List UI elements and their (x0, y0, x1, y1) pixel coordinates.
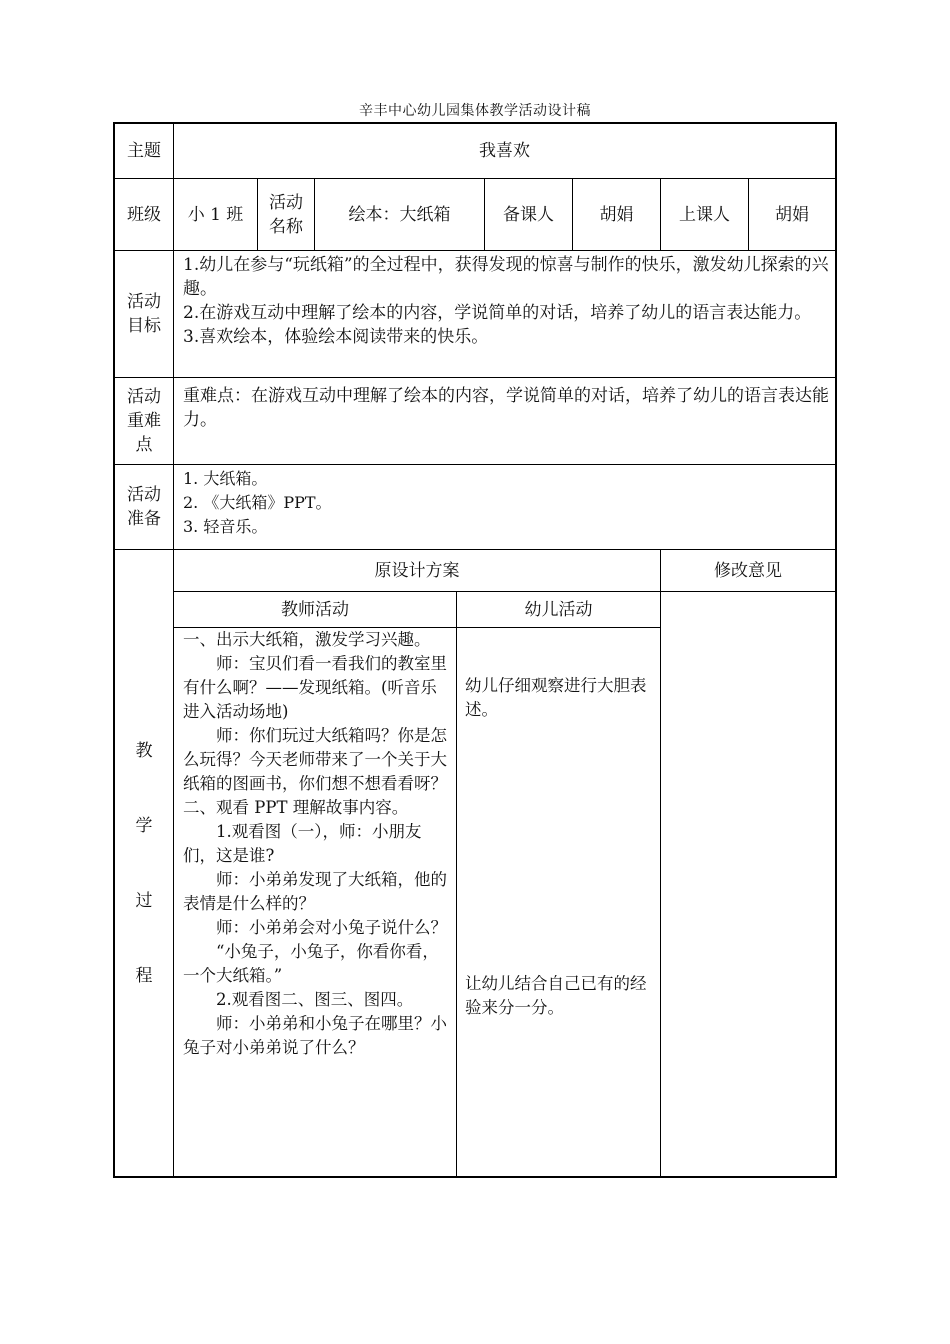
teacher-activity-content (183, 628, 451, 1060)
child-activity-header: 幼儿活动 (524, 599, 593, 620)
goal-item: 3.喜欢绘本，体验绘本阅读带来的快乐。 (183, 327, 489, 347)
revision-header: 修改意见 (714, 560, 782, 581)
preparer-label: 备课人 (503, 204, 554, 225)
preparer-value: 胡娟 (599, 204, 634, 225)
preparation-label: 活动 准备 (127, 485, 161, 529)
teacher-line: 师：你们玩过大纸箱吗？你是怎么玩得？今天老师带来了一个关于大纸箱的图画书，你们想不想看看呀？ (183, 726, 447, 793)
teacher-value: 胡娟 (775, 204, 809, 225)
teacher-line: 2.观看图二、图三、图四。 (216, 990, 414, 1009)
preparation-item: 1. 大纸箱。 (183, 469, 268, 488)
teacher-line: 师：小弟弟发现了大纸箱，他的表情是什么样的？ (183, 870, 447, 913)
class-value: 小 1 班 (187, 204, 244, 225)
activity-name-value: 绘本：大纸箱 (348, 204, 451, 225)
goal-item: 2.在游戏互动中理解了绘本的内容，学说简单的对话，培养了幼儿的语言表达能力。 (183, 303, 812, 323)
key-points-text: 重难点：在游戏互动中理解了绘本的内容，学说简单的对话，培养了幼儿的语言表达能力。 (183, 386, 829, 430)
child-activity-line: 幼儿仔细观察进行大胆表述。 (465, 676, 647, 719)
teacher-label: 上课人 (679, 204, 730, 225)
revision-notes-area (662, 592, 834, 1176)
child-activity-line: 让幼儿结合自己已有的经验来分一分。 (465, 974, 647, 1017)
goal-item: 1.幼儿在参与“玩纸箱”的全过程中，获得发现的惊喜与制作的快乐，激发幼儿探索的兴趣。 (183, 255, 829, 299)
teacher-line: 师：宝贝们看一看我们的教室里有什么啊？——发现纸箱。(听音乐进入活动场地) (183, 654, 447, 721)
preparation-list (183, 467, 823, 539)
teacher-line: 1.观看图（一），师：小朋友们，这是谁? (183, 822, 422, 865)
teacher-activity-header: 教师活动 (281, 599, 349, 620)
process-label: 教 学 过 程 (135, 741, 153, 986)
activity-name-label: 活动 名称 (269, 192, 303, 237)
teacher-line: 一、出示大纸箱，激发学习兴趣。 (183, 630, 431, 649)
preparation-item: 3. 轻音乐。 (183, 517, 268, 536)
page-title: 辛丰中心幼儿园集体教学活动设计稿 (359, 103, 591, 119)
preparation-item: 2. 《大纸箱》PPT。 (183, 493, 332, 512)
theme-label: 主题 (127, 141, 161, 161)
key-points-label: 活动 重难 点 (127, 387, 161, 455)
theme-value: 我喜欢 (479, 141, 530, 161)
teacher-line: 二、观看 PPT 理解故事内容。 (183, 798, 409, 817)
teacher-line: “小兔子，小兔子，你看你看，一个大纸箱。” (183, 942, 439, 985)
teacher-line: 师：小弟弟和小兔子在哪里？小兔子对小弟弟说了什么？ (183, 1014, 447, 1057)
goals-label: 活动 目标 (127, 292, 161, 336)
goals-list (183, 253, 831, 349)
original-plan-header: 原设计方案 (374, 560, 460, 581)
teacher-line: 师：小弟弟会对小兔子说什么？ (216, 918, 447, 937)
class-label: 班级 (127, 204, 161, 225)
